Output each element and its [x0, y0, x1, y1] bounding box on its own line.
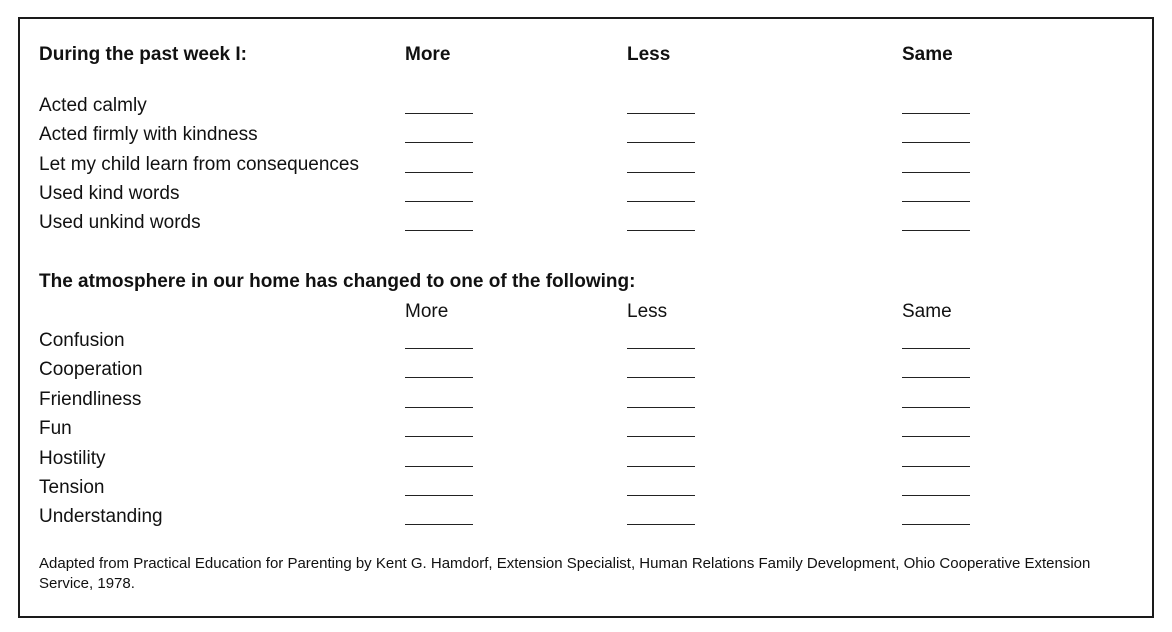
section1-column-same: Same [902, 44, 953, 65]
section2-column-less: Less [627, 301, 668, 322]
section1-item-row [0, 152, 1172, 178]
section2-item-row [0, 387, 1172, 413]
section2-item-row [0, 475, 1172, 501]
item-label: Tension [39, 477, 105, 498]
more-blank[interactable] [405, 436, 473, 437]
less-blank[interactable] [627, 201, 695, 202]
section2-column-more: More [405, 301, 449, 322]
more-blank[interactable] [405, 201, 473, 202]
same-blank[interactable] [902, 466, 970, 467]
less-blank[interactable] [627, 113, 695, 114]
same-blank[interactable] [902, 436, 970, 437]
same-blank[interactable] [902, 230, 970, 231]
section2-item-row [0, 357, 1172, 383]
item-label: Acted firmly with kindness [39, 124, 258, 145]
item-label: Used unkind words [39, 212, 201, 233]
section2-item-row [0, 416, 1172, 442]
section1-column-more: More [405, 44, 451, 65]
same-blank[interactable] [902, 524, 970, 525]
more-blank[interactable] [405, 142, 473, 143]
more-blank[interactable] [405, 377, 473, 378]
section2-item-row [0, 328, 1172, 354]
section1-header-row [0, 42, 1172, 68]
less-blank[interactable] [627, 172, 695, 173]
item-label: Used kind words [39, 183, 180, 204]
item-label: Friendliness [39, 389, 142, 410]
item-label: Fun [39, 418, 72, 439]
more-blank[interactable] [405, 524, 473, 525]
section1-item-row [0, 210, 1172, 236]
same-blank[interactable] [902, 348, 970, 349]
less-blank[interactable] [627, 466, 695, 467]
section1-item-row [0, 122, 1172, 148]
same-blank[interactable] [902, 407, 970, 408]
item-label: Acted calmly [39, 95, 147, 116]
less-blank[interactable] [627, 142, 695, 143]
more-blank[interactable] [405, 172, 473, 173]
more-blank[interactable] [405, 407, 473, 408]
less-blank[interactable] [627, 436, 695, 437]
less-blank[interactable] [627, 377, 695, 378]
less-blank[interactable] [627, 524, 695, 525]
less-blank[interactable] [627, 495, 695, 496]
citation: Adapted from Practical Education for Parenting by Kent G. Hamdorf, Extension Specialist, Human Relations Family Development, Ohio Cooperative Extension Service, 1978. [39, 555, 1091, 592]
item-label: Understanding [39, 506, 163, 527]
section1-heading: During the past week I: [39, 44, 247, 65]
item-label: Confusion [39, 330, 125, 351]
section1-item-row [0, 181, 1172, 207]
more-blank[interactable] [405, 348, 473, 349]
more-blank[interactable] [405, 113, 473, 114]
section2-heading-row [0, 269, 1172, 295]
less-blank[interactable] [627, 407, 695, 408]
more-blank[interactable] [405, 466, 473, 467]
section1-item-row [0, 93, 1172, 119]
section2-heading: The atmosphere in our home has changed to one of the following: [39, 271, 636, 292]
same-blank[interactable] [902, 495, 970, 496]
more-blank[interactable] [405, 495, 473, 496]
same-blank[interactable] [902, 377, 970, 378]
less-blank[interactable] [627, 348, 695, 349]
item-label: Cooperation [39, 359, 143, 380]
same-blank[interactable] [902, 172, 970, 173]
section2-item-row [0, 504, 1172, 530]
same-blank[interactable] [902, 201, 970, 202]
section2-item-row [0, 446, 1172, 472]
section2-header-row [0, 299, 1172, 325]
item-label: Hostility [39, 448, 106, 469]
less-blank[interactable] [627, 230, 695, 231]
more-blank[interactable] [405, 230, 473, 231]
same-blank[interactable] [902, 142, 970, 143]
item-label: Let my child learn from consequences [39, 154, 359, 175]
section2-column-same: Same [902, 301, 952, 322]
same-blank[interactable] [902, 113, 970, 114]
section1-column-less: Less [627, 44, 671, 65]
